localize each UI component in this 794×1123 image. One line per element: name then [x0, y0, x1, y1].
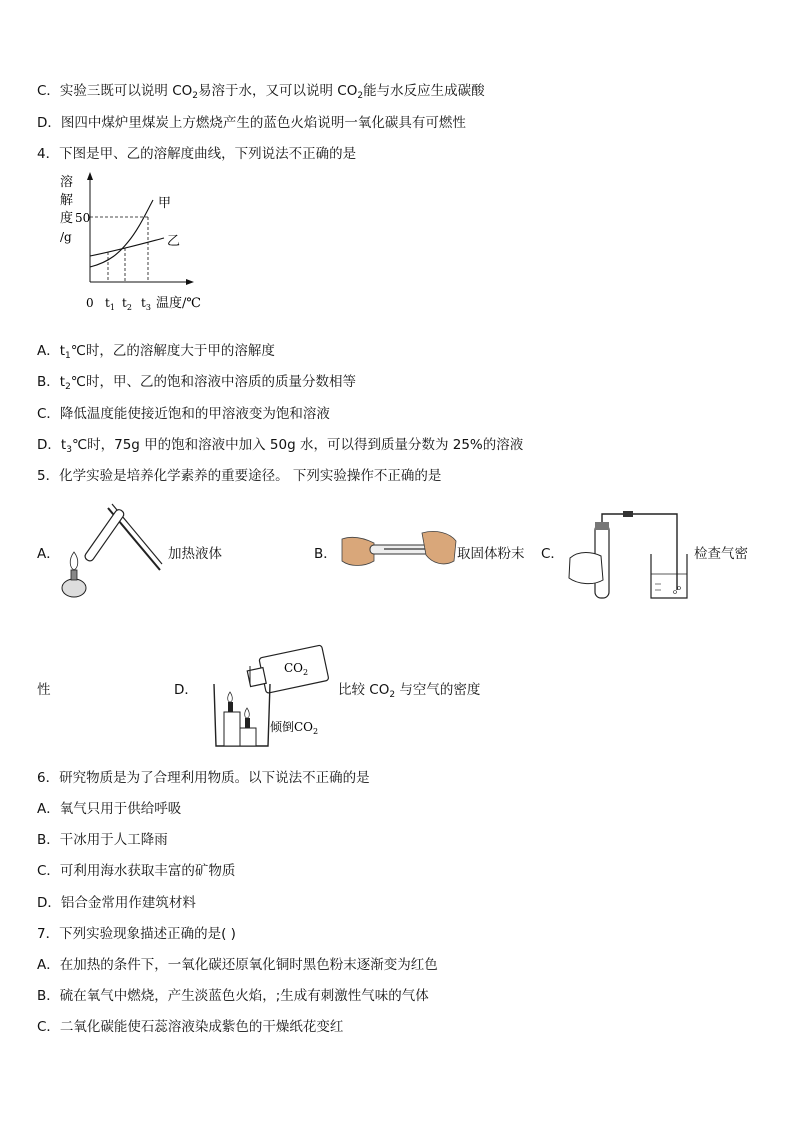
solubility-curve-figure	[50, 170, 220, 318]
hand	[569, 553, 603, 584]
left-hand	[342, 537, 374, 565]
flame-icon	[70, 552, 78, 570]
q6-option-c: C．可利用海水获取丰富的矿物质	[37, 863, 236, 879]
y-label-char: 度	[60, 211, 74, 226]
stair	[224, 712, 240, 746]
heating-liquid-figure	[60, 500, 165, 605]
x-origin: 0	[86, 296, 94, 310]
q5-a-letter: A．	[37, 546, 60, 562]
q5-c-text: 检查气密	[694, 546, 748, 562]
q5-b-text: 取固体粉末	[457, 546, 525, 562]
q5-a-text: 加热液体	[168, 546, 222, 562]
q7-option-b: B．硫在氧气中燃烧，产生淡蓝色火焰，;生成有刺激性气味的气体	[37, 988, 429, 1004]
y-axis-arrow	[87, 172, 93, 180]
x-tick-t1: $t_1$	[105, 296, 115, 312]
q6-stem: 6．研究物质是为了合理利用物质。以下说法不正确的是	[37, 770, 370, 786]
y-label-char: /g	[60, 230, 72, 244]
q5-d-text: 比较 $CO_2$ 与空气的密度	[338, 682, 481, 700]
q6-option-d: D．铝合金常用作建筑材料	[37, 895, 196, 911]
pour-label: 倾倒$CO_2$	[270, 720, 319, 736]
stopper	[595, 522, 609, 530]
q4-stem: 4．下图是甲、乙的溶解度曲线，下列说法不正确的是	[37, 146, 357, 162]
q5-stem: 5．化学实验是培养化学素养的重要途径。 下列实验操作不正确的是	[37, 468, 442, 484]
q7-option-c: C．二氧化碳能使石蕊溶液染成紫色的干燥纸花变红	[37, 1019, 344, 1035]
y-tick-50: 50	[75, 211, 91, 225]
test-tube	[84, 508, 126, 562]
beaker	[651, 554, 687, 598]
y-label-char: 溶	[60, 175, 74, 190]
pour-co2-figure	[210, 640, 335, 750]
powder-figure	[340, 527, 458, 577]
q7-option-a: A．在加热的条件下，一氧化碳还原氧化铜时黑色粉末逐渐变为红色	[37, 957, 438, 973]
q5-b-letter: B．	[314, 546, 337, 562]
x-tick-t3: $t_3$	[141, 296, 151, 312]
candle	[228, 702, 233, 712]
q5-c-letter: C．	[541, 546, 564, 562]
q3-option-d: D．图四中煤炉里煤炭上方燃烧产生的蓝色火焰说明一氧化碳具有可燃性	[37, 115, 466, 131]
q7-stem: 7．下列实验现象描述正确的是( )	[37, 926, 236, 942]
q5-d-letter: D．	[174, 682, 198, 698]
q4-option-a: A．$t_1℃$时，乙的溶解度大于甲的溶解度	[37, 343, 275, 361]
q5-c-text-cont: 性	[37, 682, 51, 698]
curve-yi	[90, 238, 164, 256]
rubber-joint	[623, 511, 633, 517]
airtightness-figure	[565, 510, 690, 605]
x-axis-label: 温度/℃	[156, 296, 201, 311]
q4-option-b: B．$t_2℃$时，甲、乙的饱和溶液中溶质的质量分数相等	[37, 374, 356, 392]
label-yi: 乙	[167, 234, 181, 249]
label-jia: 甲	[158, 196, 172, 211]
q4-option-c: C．降低温度能使接近饱和的甲溶液变为饱和溶液	[37, 406, 330, 422]
q6-option-b: B．干冰用于人工降雨	[37, 832, 168, 848]
x-axis-arrow	[186, 279, 194, 285]
curve-jia	[90, 200, 153, 267]
q3-option-c: C．实验三既可以说明 $CO_2$易溶于水，又可以说明 $CO_2$能与水反应生成碳酸	[37, 83, 485, 101]
q4-option-d: D．$t_3℃$时，75g 甲的饱和溶液中加入 50g 水，可以得到质量分数为 25%的溶液	[37, 437, 524, 455]
alcohol-lamp	[62, 579, 86, 597]
right-hand	[422, 531, 456, 563]
conduit-tube	[602, 514, 677, 590]
bottle-label: $CO_2$	[284, 661, 309, 677]
y-label-char: 解	[60, 193, 74, 208]
x-tick-t2: $t_2$	[122, 296, 132, 312]
flame-icon	[228, 692, 233, 702]
q6-option-a: A．氧气只用于供给呼吸	[37, 801, 182, 817]
